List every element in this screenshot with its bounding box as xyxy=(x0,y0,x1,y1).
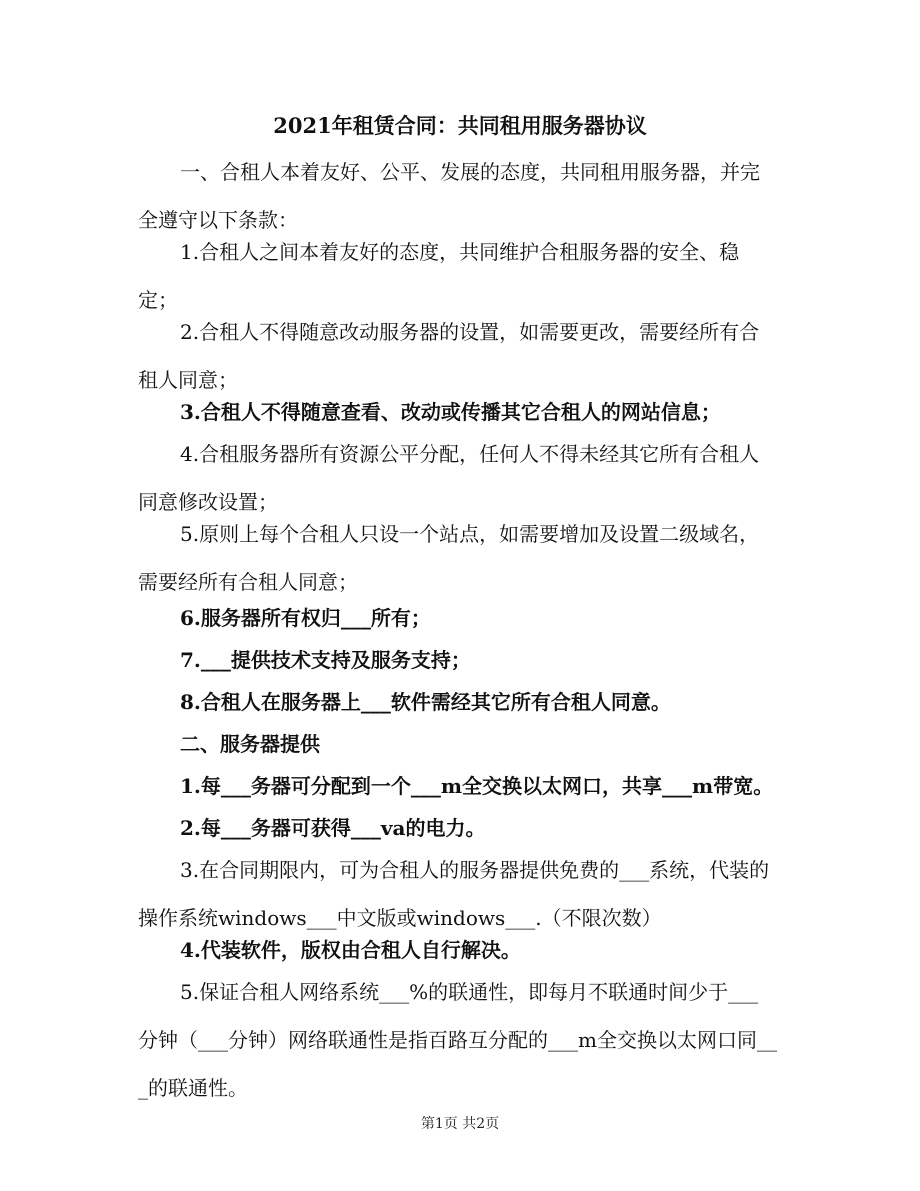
document-title: 2021年租赁合同：共同租用服务器协议 xyxy=(273,113,647,138)
clause-1-2: 2.合租人不得随意改动服务器的设置，如需要更改，需要经所有合租人同意； xyxy=(138,320,760,392)
clause-1-1: 1.合租人之间本着友好的态度，共同维护合租服务器的安全、稳定； xyxy=(138,240,740,312)
clause-1-6: 6.服务器所有权归___所有； xyxy=(180,606,431,630)
section-one-intro: 一、合租人本着友好、公平、发展的态度，共同租用服务器，并完全遵守以下条款： xyxy=(138,160,760,232)
clause-1-7: 7.___提供技术支持及服务支持； xyxy=(180,648,471,672)
clause-2-5: 5.保证合租人网络系统___%的联通性，即每月不联通时间少于___分钟（___分钟）网络联通性是指百路互分配的___m全交换以太网口同___的联通性。 xyxy=(138,980,777,1100)
clause-2-2: 2.每___务器可获得___va的电力。 xyxy=(180,816,486,840)
clause-2-4: 4.代装软件，版权由合租人自行解决。 xyxy=(180,938,521,962)
section-two-heading: 二、服务器提供 xyxy=(180,732,320,756)
clause-2-3: 3.在合同期限内，可为合租人的服务器提供免费的___系统，代装的操作系统windows___中文版或windows___.（不限次数） xyxy=(138,858,770,930)
clause-2-1: 1.每___务器可分配到一个___m全交换以太网口，共享___m带宽。 xyxy=(180,774,774,798)
page-number: 第1页 共2页 xyxy=(420,1116,500,1132)
clause-1-8: 8.合租人在服务器上___软件需经其它所有合租人同意。 xyxy=(180,690,671,714)
clause-1-3: 3.合租人不得随意查看、改动或传播其它合租人的网站信息； xyxy=(180,400,721,424)
clause-1-5: 5.原则上每个合租人只设一个站点，如需要增加及设置二级域名，需要经所有合租人同意； xyxy=(138,522,760,594)
clause-1-4: 4.合租服务器所有资源公平分配，任何人不得未经其它所有合租人同意修改设置； xyxy=(138,442,760,514)
